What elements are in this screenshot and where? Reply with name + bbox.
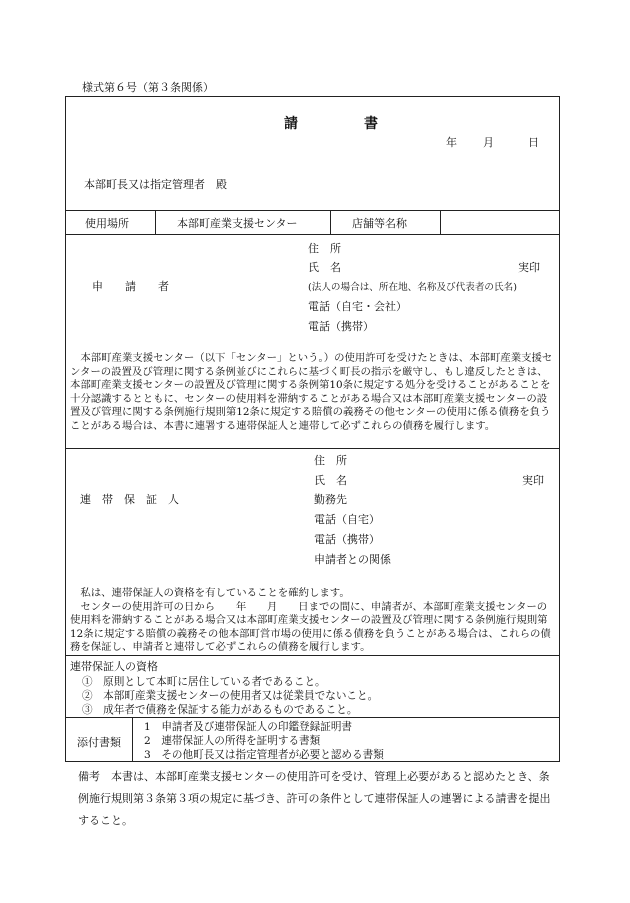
attachments-label: 添付書類 [77, 736, 121, 749]
form-number: 様式第６号（第３条関係） [82, 81, 214, 94]
date-month: 月 [483, 136, 494, 149]
divider [65, 655, 560, 656]
divider [65, 234, 560, 235]
date-year: 年 [446, 136, 457, 149]
qualification-item: ③ 成年者で債務を保証する能力があるものであること。 [82, 704, 358, 716]
guarantor-text: 私は、連帯保証人の資格を有していることを確約します。 センターの使用許可の日から 年 月 日までの間に、申請者が、本部町産業支援センターの使用料を滞納することがある場合又は本部町産業支援センターの設置及び管理に関する条例施行規則第12条に規定する賠償の義務その他本部町営市場の使用に係る債務を負うことがある場合は、これらの債務を保証し、申請者と連帯して必ずこれらの債務を履行します。 [70, 587, 551, 654]
applicant-name-label: 氏 名 [308, 261, 341, 274]
attachment-item: 1 申請者及び連帯保証人の印鑑登録証明書 [144, 721, 353, 733]
guarantor-relation-label: 申請者との関係 [314, 553, 391, 566]
guarantor-label: 連 帯 保 証 人 [80, 493, 179, 506]
date-day: 日 [528, 136, 539, 149]
divider [65, 717, 560, 718]
applicant-phone-mobile-label: 電話（携帯） [308, 320, 374, 333]
guarantor-phone-mobile-label: 電話（携帯） [314, 533, 380, 546]
guarantor-seal-label: 実印 [522, 474, 544, 487]
divider [65, 210, 560, 211]
applicant-seal-label: 実印 [518, 261, 540, 274]
location-value: 本部町産業支援センター [177, 217, 298, 230]
qualification-item: ② 本部町産業支援センターの使用者又は従業員でないこと。 [82, 690, 379, 702]
divider [440, 210, 441, 234]
store-name-label: 店舗等名称 [352, 217, 407, 230]
divider [132, 717, 133, 762]
document-title: 請 書 [284, 116, 404, 132]
store-name-value[interactable] [450, 215, 550, 229]
attachment-item: 2 連帯保証人の所得を証明する書類 [144, 735, 321, 747]
guarantor-workplace-label: 勤務先 [314, 493, 347, 506]
guarantor-phone-home-label: 電話（自宅） [314, 513, 380, 526]
guarantor-address-label: 住 所 [314, 454, 347, 467]
applicant-phone-home-label: 電話（自宅・会社） [308, 300, 407, 313]
addressee: 本部町長又は指定管理者 殿 [84, 178, 227, 191]
divider [65, 448, 560, 449]
applicant-corp-note: (法人の場合は、所在地、名称及び代表者の氏名) [308, 282, 517, 293]
applicant-address-label: 住 所 [308, 242, 341, 255]
attachment-item: 3 その他町長又は指定管理者が必要と認める書類 [144, 749, 384, 761]
applicant-label: 申 請 者 [92, 280, 169, 293]
qualification-item: ① 原則として本町に居住している者であること。 [82, 676, 326, 688]
location-label: 使用場所 [85, 217, 129, 230]
qualifications-title: 連帯保証人の資格 [70, 660, 158, 673]
remarks: 備考 本書は、本部町産業支援センターの使用許可を受け、管理上必要があると認めたとき、条例施行規則第３条第３項の規定に基づき、許可の条件として連帯保証人の連署による請書を提出すること。 [78, 770, 551, 827]
divider [155, 210, 156, 234]
pledge-text: 本部町産業支援センター（以下「センター」という。）の使用許可を受けたときは、本部町産業支援センターの設置及び管理に関する条例並びにこれらに基づく町長の指示を厳守し、もし違反したときは、本部町産業支援センターの設置及び管理に関する条例第10条に規定する処分を受けることがあることを十分認識するとともに、センターの使用料を滞納することがある場合又は本部町産業支援センターの設置及び管理に関する条例施行規則第12条に規定する賠償の義務その他センターの使用に係る債務を負うことがある場合は、本書に連署する連帯保証人と連帯して必ずこれらの債務を履行します。 [70, 352, 553, 432]
divider [330, 210, 331, 234]
guarantor-name-label: 氏 名 [314, 474, 347, 487]
